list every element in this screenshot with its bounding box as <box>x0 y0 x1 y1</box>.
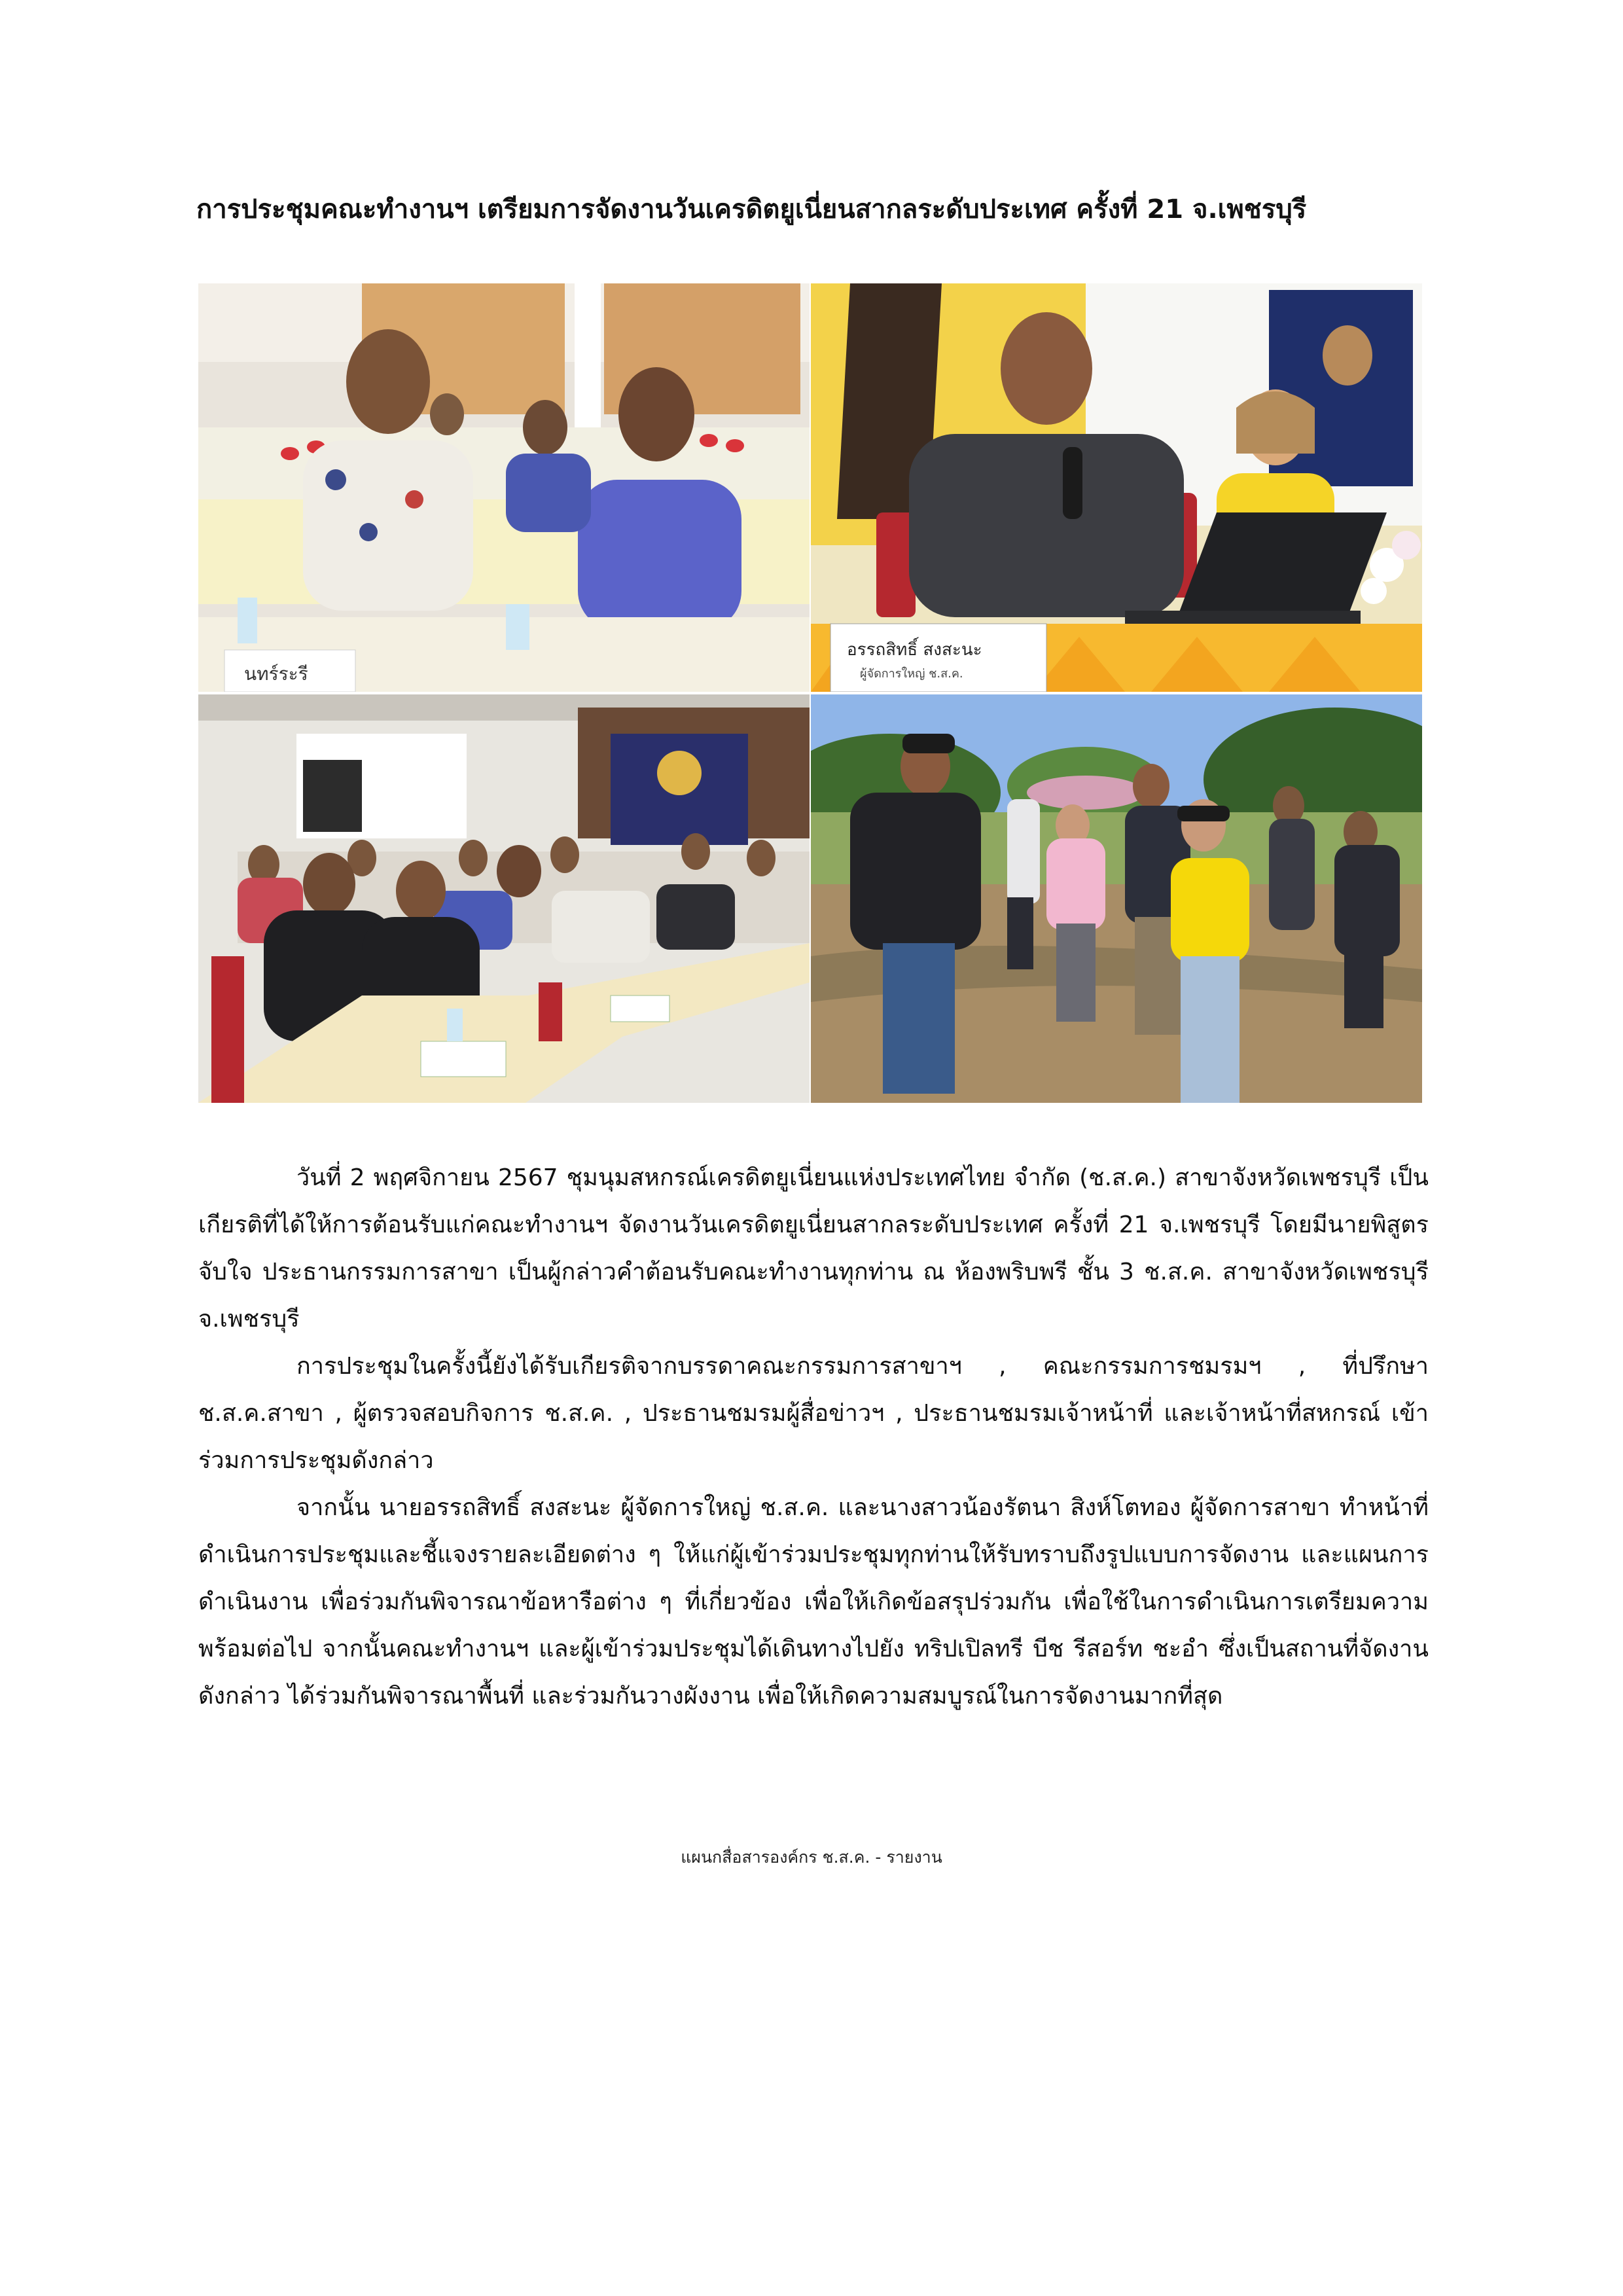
photo-site-visit <box>811 694 1422 1103</box>
manager-speaking-image <box>811 283 1422 692</box>
meeting-attendees-image <box>198 283 810 692</box>
name-plate-title: อรรถสิทธิ์ สงสะนะ <box>847 640 982 660</box>
photo-collage <box>198 283 1422 1103</box>
paragraph-3: จากนั้น นายอรรถสิทธิ์ สงสะนะ ผู้จัดการใหญ่ ช.ส.ค. และนางสาวน้องรัตนา สิงห์โตทอง ผู้จัดการสาขา ทำหน้าที่ดำเนินการประชุมและชี้แจงรายละเอียดต่าง ๆ ให้แก่ผู้เข้าร่วมประชุมทุกท่านให้รับทราบถึงรูปแบบการจัดงาน และแผนการดำเนินงาน เพื่อร่วมกันพิจารณาข้อหารือต่าง ๆ ที่เกี่ยวข้อง เพื่อให้เกิดข้อสรุปร่วมกัน เพื่อใช้ในการดำเนินการเตรียมความพร้อมต่อไป จากนั้นคณะทำงานฯ และผู้เข้าร่วมประชุมได้เดินทางไปยัง ทริปเปิลทรี บีช รีสอร์ท ชะอำ ซึ่งเป็นสถานที่จัดงานดังกล่าว ได้ร่วมกันพิจารณาพื้นที่ และร่วมกันวางผังงาน เพื่อให้เกิดความสมบูรณ์ในการจัดงานมากที่สุด <box>198 1494 1429 1710</box>
photo-manager-speaking <box>811 283 1422 692</box>
photo-meeting-attendees <box>198 283 810 692</box>
article-body <box>198 1155 1429 1720</box>
photo-meeting-room <box>198 694 810 1103</box>
report-credit: แผนกสื่อสารองค์กร ช.ส.ค. - รายงาน <box>681 1848 942 1867</box>
paragraph-1: วันที่ 2 พฤศจิกายน 2567 ชุมนุมสหกรณ์เครดิตยูเนี่ยนแห่งประเทศไทย จำกัด (ช.ส.ค.) สาขาจังหวัดเพชรบุรี เป็นเกียรติที่ได้ให้การต้อนรับแก่คณะทำงานฯ จัดงานวันเครดิตยูเนี่ยนสากลระดับประเทศ ครั้งที่ 21 จ.เพชรบุรี โดยมีนายพิสูตร จับใจ ประธานกรรมการสาขา เป็นผู้กล่าวคำต้อนรับคณะทำงานทุกท่าน ณ ห้องพริบพรี ชั้น 3 ช.ส.ค. สาขาจังหวัดเพชรบุรี จ.เพชรบุรี <box>198 1164 1429 1333</box>
name-plate-subtitle: ผู้จัดการใหญ่ ช.ส.ค. <box>860 667 963 681</box>
page-title: การประชุมคณะทำงานฯ เตรียมการจัดงานวันเครดิตยูเนี่ยนสากลระดับประเทศ ครั้งที่ 21 จ.เพชรบุรี <box>196 194 1307 224</box>
meeting-room-image <box>198 694 810 1103</box>
paragraph-2: การประชุมในครั้งนี้ยังได้รับเกียรติจากบรรดาคณะกรรมการสาขาฯ , คณะกรรมการชมรมฯ , ที่ปรึกษา ช.ส.ค.สาขา , ผู้ตรวจสอบกิจการ ช.ส.ค. , ประธานชมรมผู้สื่อข่าวฯ , ประธานชมรมเจ้าหน้าที่ และเจ้าหน้าที่สหกรณ์ เข้าร่วมการประชุมดังกล่าว <box>198 1353 1429 1474</box>
name-plate-text: นทร์ระรี <box>244 663 308 685</box>
site-visit-image <box>811 694 1422 1103</box>
